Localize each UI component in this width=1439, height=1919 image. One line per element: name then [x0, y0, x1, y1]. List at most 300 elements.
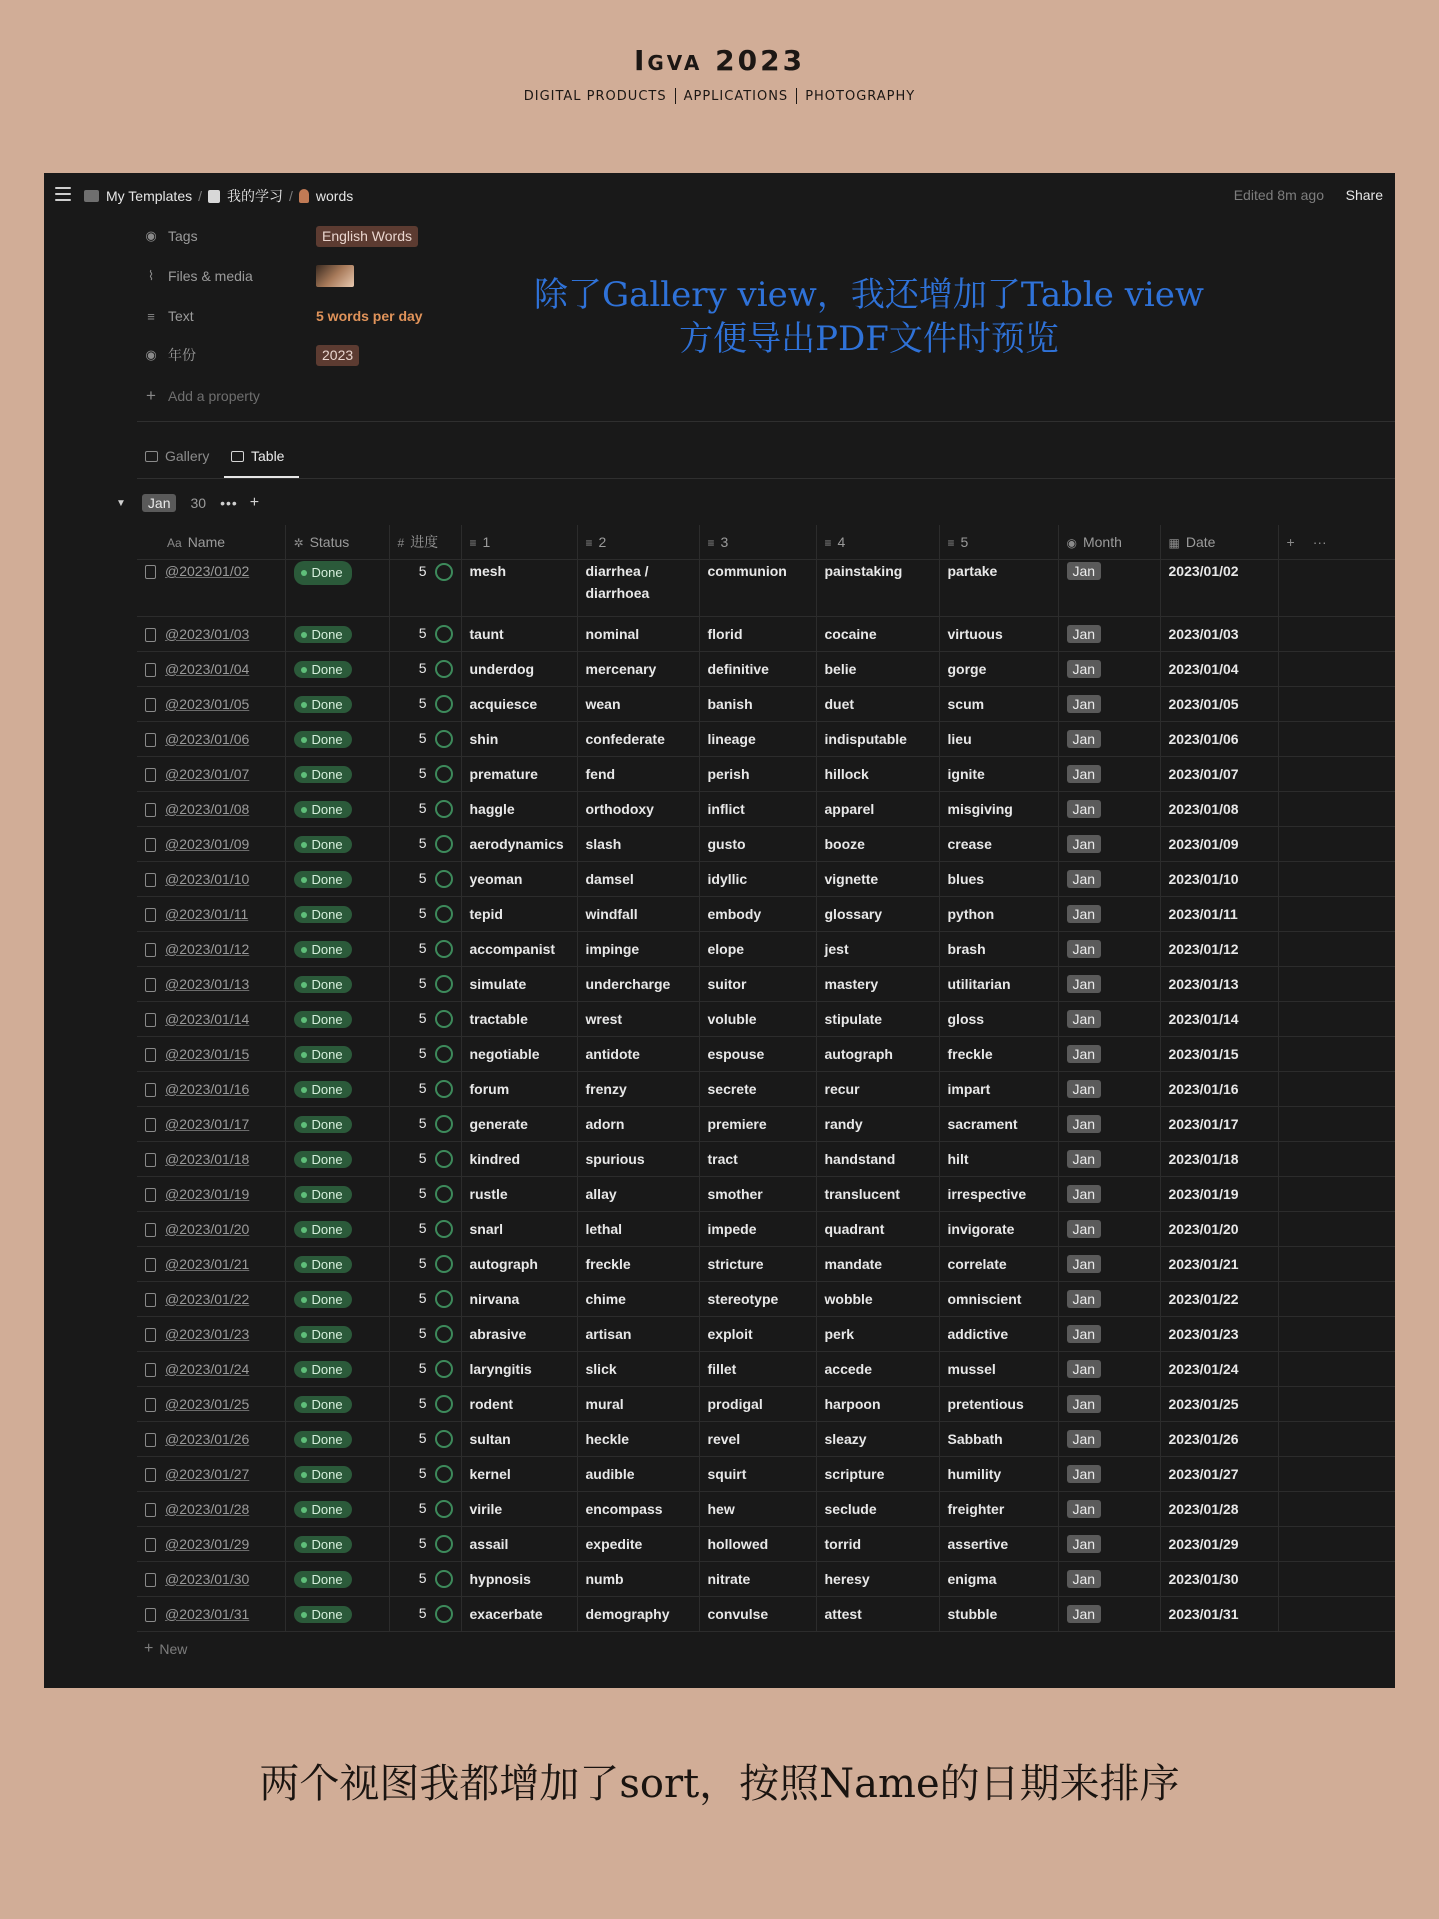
- row-status-cell[interactable]: [285, 1597, 389, 1632]
- row-month-cell[interactable]: [1058, 1037, 1160, 1072]
- row-word-cell[interactable]: prodigal: [699, 1387, 816, 1422]
- row-progress-cell[interactable]: 5: [389, 1352, 461, 1387]
- row-month-cell[interactable]: [1058, 1072, 1160, 1107]
- row-word-cell[interactable]: exploit: [699, 1317, 816, 1352]
- row-word-cell[interactable]: frenzy: [577, 1072, 699, 1107]
- row-status-cell[interactable]: [285, 1527, 389, 1562]
- row-word-cell[interactable]: utilitarian: [939, 967, 1058, 1002]
- row-word-cell[interactable]: attest: [816, 1597, 939, 1632]
- row-word-cell[interactable]: freckle: [939, 1037, 1058, 1072]
- share-button[interactable]: Share: [1345, 187, 1383, 203]
- row-word-cell[interactable]: revel: [699, 1422, 816, 1457]
- row-date-cell[interactable]: 2023/01/26: [1160, 1422, 1278, 1457]
- row-status-cell[interactable]: [285, 967, 389, 1002]
- row-word-cell[interactable]: scum: [939, 687, 1058, 722]
- row-word-cell[interactable]: tractable: [461, 1002, 577, 1037]
- row-word-cell[interactable]: yeoman: [461, 862, 577, 897]
- row-word-cell[interactable]: torrid: [816, 1527, 939, 1562]
- row-word-cell[interactable]: nominal: [577, 617, 699, 652]
- row-word-cell[interactable]: mastery: [816, 967, 939, 1002]
- row-name-cell[interactable]: @2023/01/02: [137, 560, 285, 617]
- row-word-cell[interactable]: florid: [699, 617, 816, 652]
- row-date-cell[interactable]: 2023/01/07: [1160, 757, 1278, 792]
- column-date[interactable]: ▦ Date: [1160, 525, 1278, 560]
- row-status-cell[interactable]: [285, 757, 389, 792]
- row-word-cell[interactable]: hollowed: [699, 1527, 816, 1562]
- row-date-cell[interactable]: 2023/01/04: [1160, 652, 1278, 687]
- row-date-cell[interactable]: 2023/01/25: [1160, 1387, 1278, 1422]
- row-progress-cell[interactable]: 5: [389, 652, 461, 687]
- row-progress-cell[interactable]: 5: [389, 827, 461, 862]
- year-value[interactable]: 2023: [316, 345, 359, 366]
- row-month-cell[interactable]: [1058, 1002, 1160, 1037]
- add-property-button[interactable]: [144, 385, 260, 407]
- row-word-cell[interactable]: espouse: [699, 1037, 816, 1072]
- row-word-cell[interactable]: exacerbate: [461, 1597, 577, 1632]
- row-word-cell[interactable]: addictive: [939, 1317, 1058, 1352]
- row-word-cell[interactable]: wrest: [577, 1002, 699, 1037]
- row-progress-cell[interactable]: 5: [389, 687, 461, 722]
- row-status-cell[interactable]: [285, 1422, 389, 1457]
- row-date-cell[interactable]: 2023/01/15: [1160, 1037, 1278, 1072]
- row-progress-cell[interactable]: 5: [389, 967, 461, 1002]
- row-word-cell[interactable]: tract: [699, 1142, 816, 1177]
- row-word-cell[interactable]: mural: [577, 1387, 699, 1422]
- row-word-cell[interactable]: generate: [461, 1107, 577, 1142]
- row-word-cell[interactable]: demography: [577, 1597, 699, 1632]
- row-date-cell[interactable]: 2023/01/16: [1160, 1072, 1278, 1107]
- row-name-cell[interactable]: @2023/01/15: [137, 1037, 285, 1072]
- row-name-cell[interactable]: @2023/01/13: [137, 967, 285, 1002]
- row-word-cell[interactable]: chime: [577, 1282, 699, 1317]
- row-word-cell[interactable]: voluble: [699, 1002, 816, 1037]
- row-word-cell[interactable]: elope: [699, 932, 816, 967]
- property-files[interactable]: [144, 265, 354, 287]
- row-progress-cell[interactable]: 5: [389, 1457, 461, 1492]
- row-name-cell[interactable]: @2023/01/19: [137, 1177, 285, 1212]
- row-date-cell[interactable]: 2023/01/19: [1160, 1177, 1278, 1212]
- breadcrumb-my-study[interactable]: 我的学习: [227, 188, 283, 204]
- row-name-cell[interactable]: @2023/01/30: [137, 1562, 285, 1597]
- table-row[interactable]: [137, 1457, 1395, 1492]
- row-word-cell[interactable]: accompanist: [461, 932, 577, 967]
- row-word-cell[interactable]: harpoon: [816, 1387, 939, 1422]
- table-row[interactable]: [137, 1072, 1395, 1107]
- row-month-cell[interactable]: [1058, 897, 1160, 932]
- row-progress-cell[interactable]: 5: [389, 1562, 461, 1597]
- row-word-cell[interactable]: virtuous: [939, 617, 1058, 652]
- tab-table[interactable]: [231, 448, 284, 464]
- row-date-cell[interactable]: 2023/01/20: [1160, 1212, 1278, 1247]
- row-word-cell[interactable]: adorn: [577, 1107, 699, 1142]
- row-progress-cell[interactable]: 5: [389, 1072, 461, 1107]
- row-date-cell[interactable]: 2023/01/02: [1160, 560, 1278, 617]
- row-word-cell[interactable]: shin: [461, 722, 577, 757]
- row-word-cell[interactable]: accede: [816, 1352, 939, 1387]
- row-word-cell[interactable]: laryngitis: [461, 1352, 577, 1387]
- row-word-cell[interactable]: mesh: [461, 560, 577, 617]
- row-name-cell[interactable]: @2023/01/22: [137, 1282, 285, 1317]
- row-name-cell[interactable]: @2023/01/05: [137, 687, 285, 722]
- row-word-cell[interactable]: freighter: [939, 1492, 1058, 1527]
- row-status-cell[interactable]: [285, 617, 389, 652]
- row-word-cell[interactable]: stereotype: [699, 1282, 816, 1317]
- row-word-cell[interactable]: suitor: [699, 967, 816, 1002]
- more-icon[interactable]: •••: [220, 495, 238, 511]
- row-word-cell[interactable]: mussel: [939, 1352, 1058, 1387]
- row-month-cell[interactable]: [1058, 1247, 1160, 1282]
- row-word-cell[interactable]: python: [939, 897, 1058, 932]
- row-status-cell[interactable]: [285, 792, 389, 827]
- row-word-cell[interactable]: perish: [699, 757, 816, 792]
- row-month-cell[interactable]: [1058, 757, 1160, 792]
- row-month-cell[interactable]: [1058, 1212, 1160, 1247]
- row-word-cell[interactable]: stricture: [699, 1247, 816, 1282]
- row-status-cell[interactable]: [285, 1002, 389, 1037]
- row-name-cell[interactable]: @2023/01/08: [137, 792, 285, 827]
- row-month-cell[interactable]: [1058, 862, 1160, 897]
- row-progress-cell[interactable]: 5: [389, 932, 461, 967]
- tags-value[interactable]: English Words: [316, 226, 418, 247]
- row-month-cell[interactable]: [1058, 1527, 1160, 1562]
- row-word-cell[interactable]: sultan: [461, 1422, 577, 1457]
- row-word-cell[interactable]: diarrhea / diarrhoea: [577, 560, 699, 617]
- column-status[interactable]: ✲ Status: [285, 525, 389, 560]
- row-progress-cell[interactable]: 5: [389, 1177, 461, 1212]
- row-date-cell[interactable]: 2023/01/08: [1160, 792, 1278, 827]
- row-word-cell[interactable]: heckle: [577, 1422, 699, 1457]
- row-word-cell[interactable]: mercenary: [577, 652, 699, 687]
- row-word-cell[interactable]: randy: [816, 1107, 939, 1142]
- row-word-cell[interactable]: abrasive: [461, 1317, 577, 1352]
- row-word-cell[interactable]: cocaine: [816, 617, 939, 652]
- row-word-cell[interactable]: hillock: [816, 757, 939, 792]
- row-date-cell[interactable]: 2023/01/05: [1160, 687, 1278, 722]
- row-date-cell[interactable]: 2023/01/18: [1160, 1142, 1278, 1177]
- row-name-cell[interactable]: @2023/01/14: [137, 1002, 285, 1037]
- row-word-cell[interactable]: duet: [816, 687, 939, 722]
- row-word-cell[interactable]: assail: [461, 1527, 577, 1562]
- row-status-cell[interactable]: [285, 1492, 389, 1527]
- row-word-cell[interactable]: hilt: [939, 1142, 1058, 1177]
- row-month-cell[interactable]: [1058, 1492, 1160, 1527]
- row-word-cell[interactable]: stipulate: [816, 1002, 939, 1037]
- row-date-cell[interactable]: 2023/01/22: [1160, 1282, 1278, 1317]
- row-name-cell[interactable]: @2023/01/03: [137, 617, 285, 652]
- table-row[interactable]: [137, 1002, 1395, 1037]
- row-progress-cell[interactable]: 5: [389, 722, 461, 757]
- row-status-cell[interactable]: [285, 932, 389, 967]
- row-month-cell[interactable]: [1058, 1457, 1160, 1492]
- row-word-cell[interactable]: hypnosis: [461, 1562, 577, 1597]
- row-date-cell[interactable]: 2023/01/31: [1160, 1597, 1278, 1632]
- row-status-cell[interactable]: [285, 1387, 389, 1422]
- row-month-cell[interactable]: [1058, 1387, 1160, 1422]
- row-word-cell[interactable]: snarl: [461, 1212, 577, 1247]
- row-name-cell[interactable]: @2023/01/25: [137, 1387, 285, 1422]
- row-word-cell[interactable]: translucent: [816, 1177, 939, 1212]
- column-month[interactable]: ◉ Month: [1058, 525, 1160, 560]
- row-month-cell[interactable]: [1058, 1177, 1160, 1212]
- column-name[interactable]: Aa Name: [137, 525, 285, 560]
- row-word-cell[interactable]: humility: [939, 1457, 1058, 1492]
- row-name-cell[interactable]: @2023/01/10: [137, 862, 285, 897]
- plus-icon[interactable]: +: [249, 494, 260, 511]
- table-row[interactable]: [137, 1352, 1395, 1387]
- table-row[interactable]: [137, 757, 1395, 792]
- row-word-cell[interactable]: lieu: [939, 722, 1058, 757]
- row-progress-cell[interactable]: 5: [389, 897, 461, 932]
- row-progress-cell[interactable]: 5: [389, 757, 461, 792]
- table-row[interactable]: [137, 1107, 1395, 1142]
- row-word-cell[interactable]: hew: [699, 1492, 816, 1527]
- row-word-cell[interactable]: premiere: [699, 1107, 816, 1142]
- row-month-cell[interactable]: [1058, 1282, 1160, 1317]
- row-word-cell[interactable]: Sabbath: [939, 1422, 1058, 1457]
- column-progress[interactable]: # 进度: [389, 525, 461, 560]
- row-month-cell[interactable]: [1058, 560, 1160, 617]
- row-word-cell[interactable]: quadrant: [816, 1212, 939, 1247]
- row-progress-cell[interactable]: 5: [389, 617, 461, 652]
- row-word-cell[interactable]: brash: [939, 932, 1058, 967]
- row-word-cell[interactable]: forum: [461, 1072, 577, 1107]
- menu-icon[interactable]: [55, 187, 71, 201]
- row-word-cell[interactable]: taunt: [461, 617, 577, 652]
- breadcrumb-words[interactable]: words: [315, 188, 354, 204]
- row-progress-cell[interactable]: 5: [389, 1142, 461, 1177]
- table-row[interactable]: [137, 1317, 1395, 1352]
- row-word-cell[interactable]: booze: [816, 827, 939, 862]
- row-word-cell[interactable]: rodent: [461, 1387, 577, 1422]
- row-status-cell[interactable]: [285, 897, 389, 932]
- row-word-cell[interactable]: handstand: [816, 1142, 939, 1177]
- row-date-cell[interactable]: 2023/01/09: [1160, 827, 1278, 862]
- row-word-cell[interactable]: nitrate: [699, 1562, 816, 1597]
- row-word-cell[interactable]: haggle: [461, 792, 577, 827]
- row-progress-cell[interactable]: 5: [389, 1282, 461, 1317]
- row-progress-cell[interactable]: 5: [389, 560, 461, 617]
- row-status-cell[interactable]: [285, 1457, 389, 1492]
- row-word-cell[interactable]: squirt: [699, 1457, 816, 1492]
- row-word-cell[interactable]: freckle: [577, 1247, 699, 1282]
- row-progress-cell[interactable]: 5: [389, 1387, 461, 1422]
- row-word-cell[interactable]: definitive: [699, 652, 816, 687]
- row-name-cell[interactable]: @2023/01/04: [137, 652, 285, 687]
- row-word-cell[interactable]: undercharge: [577, 967, 699, 1002]
- row-word-cell[interactable]: mandate: [816, 1247, 939, 1282]
- row-progress-cell[interactable]: 5: [389, 1317, 461, 1352]
- row-date-cell[interactable]: 2023/01/17: [1160, 1107, 1278, 1142]
- row-word-cell[interactable]: gorge: [939, 652, 1058, 687]
- row-word-cell[interactable]: banish: [699, 687, 816, 722]
- table-row[interactable]: [137, 1247, 1395, 1282]
- row-date-cell[interactable]: 2023/01/30: [1160, 1562, 1278, 1597]
- row-name-cell[interactable]: @2023/01/24: [137, 1352, 285, 1387]
- row-word-cell[interactable]: lethal: [577, 1212, 699, 1247]
- row-name-cell[interactable]: @2023/01/29: [137, 1527, 285, 1562]
- row-word-cell[interactable]: invigorate: [939, 1212, 1058, 1247]
- table-row[interactable]: [137, 722, 1395, 757]
- property-tags[interactable]: [144, 225, 418, 247]
- row-word-cell[interactable]: omniscient: [939, 1282, 1058, 1317]
- row-word-cell[interactable]: ignite: [939, 757, 1058, 792]
- table-row[interactable]: [137, 1562, 1395, 1597]
- row-name-cell[interactable]: @2023/01/07: [137, 757, 285, 792]
- row-word-cell[interactable]: premature: [461, 757, 577, 792]
- table-row[interactable]: [137, 932, 1395, 967]
- row-name-cell[interactable]: @2023/01/28: [137, 1492, 285, 1527]
- row-word-cell[interactable]: fillet: [699, 1352, 816, 1387]
- row-month-cell[interactable]: [1058, 722, 1160, 757]
- row-date-cell[interactable]: 2023/01/23: [1160, 1317, 1278, 1352]
- row-word-cell[interactable]: sacrament: [939, 1107, 1058, 1142]
- row-name-cell[interactable]: @2023/01/11: [137, 897, 285, 932]
- row-word-cell[interactable]: simulate: [461, 967, 577, 1002]
- row-progress-cell[interactable]: 5: [389, 862, 461, 897]
- row-word-cell[interactable]: orthodoxy: [577, 792, 699, 827]
- table-row[interactable]: [137, 687, 1395, 722]
- row-progress-cell[interactable]: 5: [389, 1597, 461, 1632]
- row-word-cell[interactable]: irrespective: [939, 1177, 1058, 1212]
- property-text[interactable]: [144, 305, 423, 327]
- row-status-cell[interactable]: [285, 722, 389, 757]
- row-progress-cell[interactable]: 5: [389, 1422, 461, 1457]
- row-name-cell[interactable]: @2023/01/16: [137, 1072, 285, 1107]
- row-word-cell[interactable]: vignette: [816, 862, 939, 897]
- row-word-cell[interactable]: gloss: [939, 1002, 1058, 1037]
- row-word-cell[interactable]: blues: [939, 862, 1058, 897]
- row-month-cell[interactable]: [1058, 1317, 1160, 1352]
- table-row[interactable]: [137, 827, 1395, 862]
- row-month-cell[interactable]: [1058, 1142, 1160, 1177]
- table-row[interactable]: [137, 1282, 1395, 1317]
- column-5[interactable]: ≡ 5: [939, 525, 1058, 560]
- row-date-cell[interactable]: 2023/01/03: [1160, 617, 1278, 652]
- row-word-cell[interactable]: heresy: [816, 1562, 939, 1597]
- row-status-cell[interactable]: [285, 862, 389, 897]
- row-word-cell[interactable]: apparel: [816, 792, 939, 827]
- row-word-cell[interactable]: scripture: [816, 1457, 939, 1492]
- table-row[interactable]: [137, 652, 1395, 687]
- row-word-cell[interactable]: nirvana: [461, 1282, 577, 1317]
- row-name-cell[interactable]: @2023/01/09: [137, 827, 285, 862]
- row-progress-cell[interactable]: 5: [389, 1492, 461, 1527]
- row-month-cell[interactable]: [1058, 1107, 1160, 1142]
- caret-down-icon[interactable]: ▼: [116, 497, 126, 509]
- table-row[interactable]: [137, 1142, 1395, 1177]
- row-word-cell[interactable]: impart: [939, 1072, 1058, 1107]
- table-row[interactable]: [137, 617, 1395, 652]
- row-progress-cell[interactable]: 5: [389, 792, 461, 827]
- row-word-cell[interactable]: encompass: [577, 1492, 699, 1527]
- breadcrumb-my-templates[interactable]: My Templates: [106, 188, 193, 204]
- row-word-cell[interactable]: seclude: [816, 1492, 939, 1527]
- row-word-cell[interactable]: embody: [699, 897, 816, 932]
- row-word-cell[interactable]: stubble: [939, 1597, 1058, 1632]
- row-word-cell[interactable]: wean: [577, 687, 699, 722]
- row-word-cell[interactable]: damsel: [577, 862, 699, 897]
- row-status-cell[interactable]: [285, 1037, 389, 1072]
- add-column-icon[interactable]: +: [1286, 534, 1295, 550]
- row-progress-cell[interactable]: 5: [389, 1247, 461, 1282]
- row-name-cell[interactable]: @2023/01/12: [137, 932, 285, 967]
- row-status-cell[interactable]: [285, 560, 389, 617]
- row-word-cell[interactable]: glossary: [816, 897, 939, 932]
- row-progress-cell[interactable]: 5: [389, 1037, 461, 1072]
- row-word-cell[interactable]: communion: [699, 560, 816, 617]
- row-month-cell[interactable]: [1058, 652, 1160, 687]
- table-row[interactable]: [137, 862, 1395, 897]
- row-status-cell[interactable]: [285, 1562, 389, 1597]
- row-name-cell[interactable]: @2023/01/27: [137, 1457, 285, 1492]
- row-word-cell[interactable]: inflict: [699, 792, 816, 827]
- row-status-cell[interactable]: [285, 1317, 389, 1352]
- row-progress-cell[interactable]: 5: [389, 1212, 461, 1247]
- row-word-cell[interactable]: underdog: [461, 652, 577, 687]
- row-progress-cell[interactable]: 5: [389, 1527, 461, 1562]
- text-value[interactable]: 5 words per day: [316, 308, 423, 324]
- table-row[interactable]: [137, 1037, 1395, 1072]
- row-date-cell[interactable]: 2023/01/13: [1160, 967, 1278, 1002]
- row-word-cell[interactable]: pretentious: [939, 1387, 1058, 1422]
- row-word-cell[interactable]: rustle: [461, 1177, 577, 1212]
- row-word-cell[interactable]: aerodynamics: [461, 827, 577, 862]
- table-row[interactable]: [137, 1212, 1395, 1247]
- table-row[interactable]: [137, 1422, 1395, 1457]
- row-word-cell[interactable]: negotiable: [461, 1037, 577, 1072]
- row-word-cell[interactable]: spurious: [577, 1142, 699, 1177]
- row-word-cell[interactable]: impinge: [577, 932, 699, 967]
- column-2[interactable]: ≡ 2: [577, 525, 699, 560]
- row-word-cell[interactable]: impede: [699, 1212, 816, 1247]
- column-1[interactable]: ≡ 1: [461, 525, 577, 560]
- row-word-cell[interactable]: recur: [816, 1072, 939, 1107]
- row-word-cell[interactable]: belie: [816, 652, 939, 687]
- row-status-cell[interactable]: [285, 1282, 389, 1317]
- table-row[interactable]: [137, 1177, 1395, 1212]
- row-date-cell[interactable]: 2023/01/24: [1160, 1352, 1278, 1387]
- row-word-cell[interactable]: acquiesce: [461, 687, 577, 722]
- row-month-cell[interactable]: [1058, 827, 1160, 862]
- row-word-cell[interactable]: convulse: [699, 1597, 816, 1632]
- row-month-cell[interactable]: [1058, 617, 1160, 652]
- row-word-cell[interactable]: allay: [577, 1177, 699, 1212]
- row-date-cell[interactable]: 2023/01/06: [1160, 722, 1278, 757]
- row-word-cell[interactable]: assertive: [939, 1527, 1058, 1562]
- row-word-cell[interactable]: tepid: [461, 897, 577, 932]
- table-row[interactable]: [137, 967, 1395, 1002]
- row-progress-cell[interactable]: 5: [389, 1002, 461, 1037]
- row-word-cell[interactable]: gusto: [699, 827, 816, 862]
- row-month-cell[interactable]: [1058, 932, 1160, 967]
- row-date-cell[interactable]: 2023/01/10: [1160, 862, 1278, 897]
- row-month-cell[interactable]: [1058, 1597, 1160, 1632]
- row-month-cell[interactable]: [1058, 1562, 1160, 1597]
- row-date-cell[interactable]: 2023/01/29: [1160, 1527, 1278, 1562]
- table-row[interactable]: [137, 1527, 1395, 1562]
- row-status-cell[interactable]: [285, 1247, 389, 1282]
- row-status-cell[interactable]: [285, 1142, 389, 1177]
- row-word-cell[interactable]: idyllic: [699, 862, 816, 897]
- row-month-cell[interactable]: [1058, 792, 1160, 827]
- table-row[interactable]: [137, 560, 1395, 617]
- row-word-cell[interactable]: lineage: [699, 722, 816, 757]
- row-word-cell[interactable]: enigma: [939, 1562, 1058, 1597]
- row-word-cell[interactable]: artisan: [577, 1317, 699, 1352]
- row-word-cell[interactable]: confederate: [577, 722, 699, 757]
- row-word-cell[interactable]: windfall: [577, 897, 699, 932]
- row-word-cell[interactable]: fend: [577, 757, 699, 792]
